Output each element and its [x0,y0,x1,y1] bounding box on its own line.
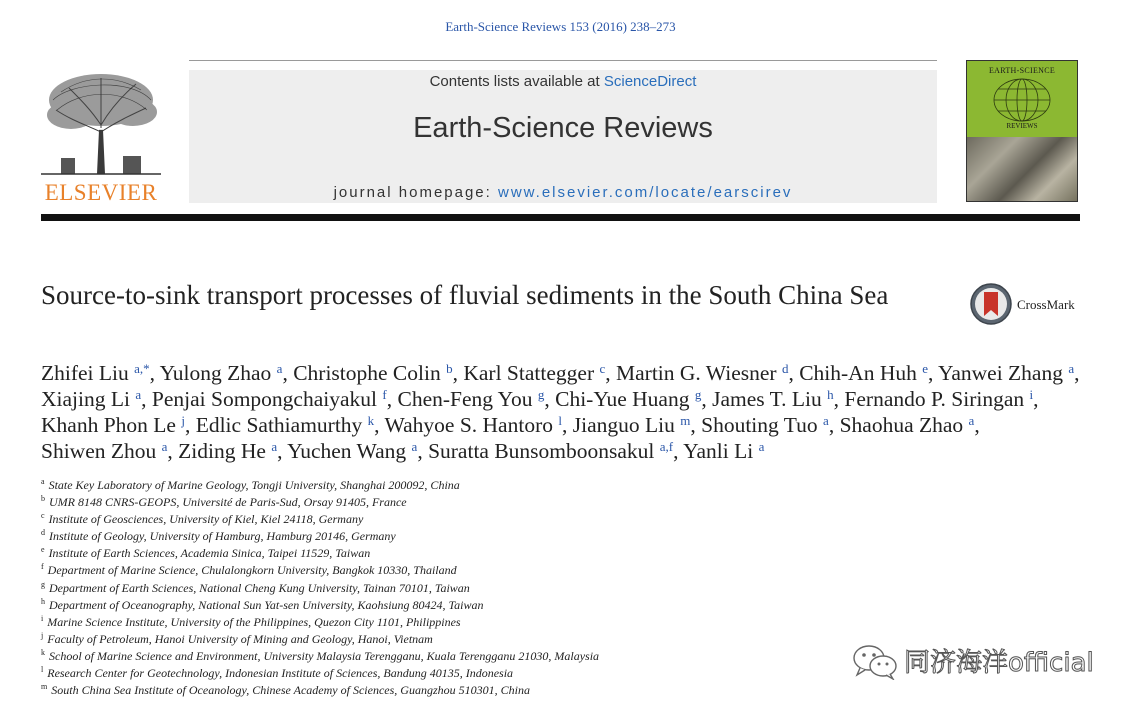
affiliation-item [41,528,841,545]
affiliation-text: UMR 8148 CNRS-GEOPS, Université de Paris-Sud, Orsay 91405, France [49,495,407,510]
crossmark-button[interactable] [970,283,1080,327]
author[interactable] [293,361,452,385]
header-divider [41,214,1080,221]
author[interactable] [428,439,673,463]
affiliation-text: Faculty of Petroleum, Hanoi University of Mining and Geology, Hanoi, Vietnam [47,631,433,646]
affiliation-key: i [41,613,44,623]
contents-line [189,73,937,90]
author[interactable] [385,413,562,437]
affiliation-item [41,477,841,494]
author-name: Shouting Tuo [701,413,818,437]
elsevier-logo[interactable] [41,70,161,206]
author[interactable] [152,387,387,411]
homepage-prefix: journal homepage: [333,184,498,201]
affiliation-item [41,580,841,597]
affiliation-list [41,477,841,699]
affiliation-key: g [41,579,45,589]
affiliation-key: c [41,511,45,521]
author-affiliation-ref[interactable]: a [276,361,283,376]
author-name: Karl Stattegger [463,361,595,385]
author-affiliation-ref[interactable]: h [827,387,834,402]
author[interactable] [712,387,834,411]
affiliation-key: e [41,545,45,555]
journal-banner [189,70,937,203]
author-affiliation-ref[interactable]: k [367,413,375,428]
elsevier-wordmark: ELSEVIER [44,180,158,205]
header-rule [189,60,937,61]
journal-name: Earth-Science Reviews [413,112,713,144]
author-affiliation-ref[interactable]: a,* [134,361,150,376]
contents-prefix: Contents lists available at [429,73,604,90]
author-affiliation-ref[interactable]: a,f [659,439,674,454]
crossmark-icon [970,283,1012,325]
affiliation-key: l [41,665,44,675]
affiliation-text: Department of Oceanography, National Sun Yat-sen University, Kaohsiung 80424, Taiwan [49,597,484,612]
author-name: Martin G. Wiesner [616,361,777,385]
author-name: Wahyoe S. Hantoro [384,413,553,437]
author-name: Shaohua Zhao [839,413,964,437]
author-name: Yanli Li [683,439,754,463]
affiliation-item [41,614,841,631]
author-name: Ziding He [178,439,266,463]
author-affiliation-ref[interactable]: l [558,413,562,428]
crossmark-label: CrossMark [1017,297,1075,312]
author-affiliation-ref[interactable]: a [271,439,278,454]
author[interactable] [799,361,928,385]
author-affiliation-ref[interactable]: b [446,361,453,376]
journal-cover-thumbnail[interactable] [966,60,1078,202]
affiliation-key: m [41,682,48,692]
author-name: Yuchen Wang [287,439,407,463]
journal-homepage-link[interactable]: www.elsevier.com/locate/earscirev [498,184,793,201]
author[interactable] [938,361,1074,385]
author-affiliation-ref[interactable]: e [922,361,928,376]
wechat-icon [852,644,898,680]
author-affiliation-ref[interactable]: j [181,413,185,428]
affiliation-text: South China Sea Institute of Oceanology, Chinese Academy of Sciences, Guangzhou 510301, China [51,683,530,698]
author-name: Yulong Zhao [159,361,272,385]
affiliation-text: Research Center for Geotechnology, Indonesian Institute of Sciences, Bandung 40135, Indonesia [47,666,514,681]
author[interactable] [287,439,417,463]
affiliation-key: f [41,562,44,572]
article-title: Source-to-sink transport processes of fluvial sediments in the South China Sea [41,280,889,310]
author-name: Suratta Bunsomboonsakul [428,439,655,463]
affiliation-item [41,665,841,682]
affiliation-key: j [41,630,44,640]
author-name: Chih-An Huh [799,361,917,385]
author[interactable] [573,413,691,437]
author[interactable] [41,361,150,385]
author-name: Fernando P. Siringan [844,387,1025,411]
author-affiliation-ref[interactable]: a [823,413,829,428]
author-affiliation-ref[interactable]: a [411,439,418,454]
affiliation-text: Department of Marine Science, Chulalongkorn University, Bangkok 10330, Thailand [47,563,457,578]
author-name: Yanwei Zhang [937,361,1063,385]
author[interactable] [555,387,701,411]
author[interactable] [41,413,185,437]
author-affiliation-ref[interactable]: m [680,413,691,428]
author-affiliation-ref[interactable]: a [161,439,168,454]
author-affiliation-ref[interactable]: a [1068,361,1075,376]
affiliation-item [41,597,841,614]
author[interactable] [701,413,829,437]
cover-subtitle: REVIEWS [1006,122,1038,130]
affiliation-text: Institute of Earth Sciences, Academia Sinica, Taipei 11529, Taiwan [48,546,371,561]
affiliation-key: d [41,528,45,538]
affiliation-text: Marine Science Institute, University of the Philippines, Quezon City 1101, Philippines [47,614,461,629]
affiliation-text: School of Marine Science and Environment, University Malaysia Terengganu, Kuala Terengganu 21030, Malaysia [49,648,600,663]
author-affiliation-ref[interactable]: c [599,361,606,376]
author-name: Christophe Colin [293,361,441,385]
affiliation-item [41,648,841,665]
author-affiliation-ref[interactable]: g [694,387,702,402]
author-name: Chen-Feng You [397,387,533,411]
affiliation-item [41,511,841,528]
affiliation-text: Institute of Geology, University of Hamburg, Hamburg 20146, Germany [49,529,396,544]
cover-photo [967,137,1077,201]
affiliation-key: b [41,494,45,504]
cover-title: EARTH-SCIENCE [988,66,1056,75]
author-name: Khanh Phon Le [41,413,176,437]
affiliation-key: h [41,596,45,606]
author-affiliation-ref[interactable]: a [135,387,142,402]
author-affiliation-ref[interactable]: g [537,387,545,402]
affiliation-item [41,494,841,511]
affiliation-key: a [41,477,45,486]
author-name: Zhifei Liu [41,361,129,385]
author-name: Penjai Sompongchaiyakul [151,387,378,411]
affiliation-text: Department of Earth Sciences, National Cheng Kung University, Tainan 70101, Taiwan [49,580,470,595]
author-name: Xiajing Li [41,387,130,411]
journal-citation[interactable]: Earth-Science Reviews 153 (2016) 238–273 [445,19,676,34]
author[interactable] [840,413,975,437]
author-affiliation-ref[interactable]: d [781,361,789,376]
affiliation-item [41,545,841,562]
homepage-line [189,184,937,201]
author-name: Jianguo Liu [572,413,675,437]
author[interactable] [178,439,277,463]
author[interactable] [160,361,283,385]
globe-icon [992,77,1052,123]
affiliation-item [41,682,841,699]
sciencedirect-link[interactable]: ScienceDirect [603,73,697,90]
affiliation-text: Institute of Geosciences, University of Kiel, Kiel 24118, Germany [48,512,364,527]
author-affiliation-ref[interactable]: f [382,387,387,402]
elsevier-tree-icon [41,70,161,176]
author-list: Zhifei Liu $^{a,*}$, Yulong Zhao $^a$, Christophe Colin $^b$, Karl Stattegger $^c$, Martin G. Wiesner $^d$, Chih-An Huh $^e$, Yanwei Zhang $^a$, Xiajing Li $^a$, Penjai Sompongchaiyakul $^f$, Chen-Feng You $^g$, Chi-Yue Huang $^g$, James T. Liu $^h$, Fernando P. Siringan $^i$, Khanh Phon Le $^j$, Edlic Sathiamurthy $^k$, Wahyoe S. Hantoro $^l$, Jianguo Liu $^m$, Shouting Tuo $^a$, Shaohua Zhao $^a$, Shiwen Zhou $^a$, Ziding He $^a$, Yuchen Wang $^a$, Suratta Bunsomboonsakul $^{a,f}$, Yanli Li $^a$ [41,361,1080,463]
author-name: James T. Liu [712,387,822,411]
author-name: Chi-Yue Huang [555,387,690,411]
affiliation-item [41,631,841,648]
affiliation-item [41,562,841,579]
author-affiliation-ref[interactable]: a [968,413,975,428]
author-name: Shiwen Zhou [41,439,157,463]
affiliation-key: k [41,647,45,657]
author-name: Edlic Sathiamurthy [195,413,363,437]
author[interactable] [844,387,1033,411]
wechat-watermark [852,642,1112,682]
author[interactable] [41,387,141,411]
author-affiliation-ref[interactable]: a [758,439,765,454]
author[interactable] [196,413,374,437]
author[interactable] [683,439,764,463]
watermark-text: 同济海洋official [904,648,1094,678]
author-affiliation-ref[interactable]: i [1029,387,1034,402]
author[interactable] [463,361,605,385]
affiliation-text: State Key Laboratory of Marine Geology, Tongji University, Shanghai 200092, China [48,478,460,492]
author[interactable] [397,387,544,411]
author[interactable] [616,361,788,385]
author[interactable] [41,439,167,463]
